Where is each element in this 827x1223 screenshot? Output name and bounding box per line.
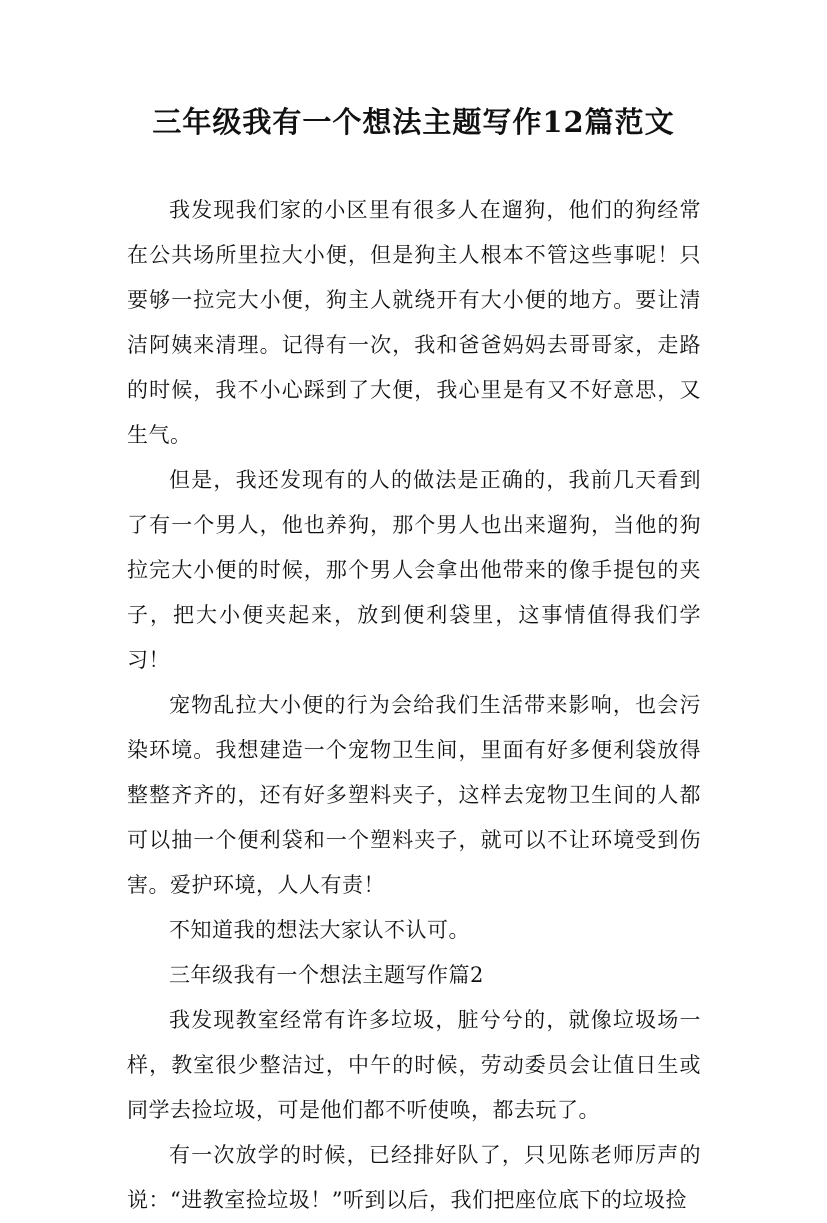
paragraph-6: 有一次放学的时候，已经排好队了，只见陈老师厉声的说：“进教室捡垃圾！”听到以后，我们把座位底下的垃圾捡 bbox=[127, 1143, 701, 1212]
section-heading-2: 三年级我有一个想法主题写作篇2 bbox=[169, 963, 484, 987]
paragraph-1: 我发现我们家的小区里有很多人在遛狗，他们的狗经常在公共场所里拉大小便，但是狗主人根本不管这些事呢！只要够一拉完大小便，狗主人就绕开有大小便的地方。要让清洁阿姨来清理。记得有一次，我和爸爸妈妈去哥哥家，走路的时候，我不小心踩到了大便，我心里是有又不好意思，又生气。 bbox=[127, 198, 701, 447]
paragraph-3: 宠物乱拉大小便的行为会给我们生活带来影响，也会污染环境。我想建造一个宠物卫生间，里面有好多便利袋放得整整齐齐的，还有好多塑料夹子，这样去宠物卫生间的人都可以抽一个便利袋和一个塑料夹子，就可以不让环境受到伤害。爱护环境，人人有责！ bbox=[127, 693, 701, 897]
paragraph-5: 我发现教室经常有许多垃圾，脏兮兮的，就像垃圾场一样，教室很少整洁过，中午的时候，劳动委员会让值日生或同学去捡垃圾，可是他们都不听使唤，都去玩了。 bbox=[127, 1008, 701, 1122]
paragraph-2: 但是，我还发现有的人的做法是正确的，我前几天看到了有一个男人，他也养狗，那个男人也出来遛狗，当他的狗拉完大小便的时候，那个男人会拿出他带来的像手提包的夹子，把大小便夹起来，放到便利袋里，这事情值得我们学习！ bbox=[127, 468, 701, 672]
document-body bbox=[127, 188, 701, 1223]
document-title: 三年级我有一个想法主题写作12篇范文 bbox=[152, 105, 675, 139]
paragraph-4: 不知道我的想法大家认不认可。 bbox=[169, 918, 470, 942]
